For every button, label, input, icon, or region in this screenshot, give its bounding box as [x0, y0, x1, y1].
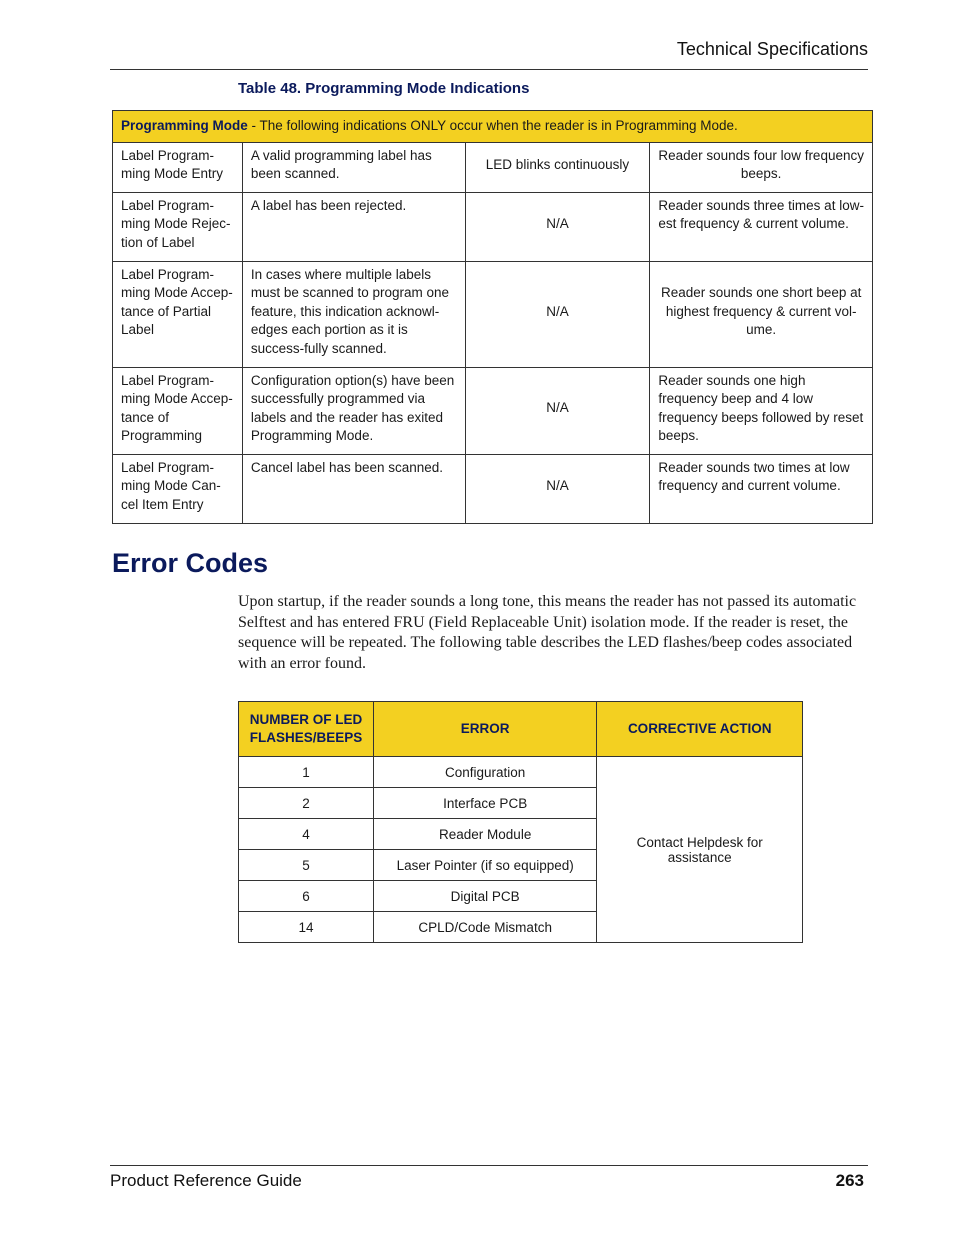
table-banner-row: [113, 111, 873, 143]
table-header-row: [239, 702, 803, 757]
table-row: [113, 261, 873, 367]
table-row: [113, 142, 873, 192]
page-number: 263: [835, 1171, 864, 1190]
row-label: Label Program-ming Mode Accep-tance of Programming: [113, 367, 243, 454]
programming-mode-table: [112, 110, 873, 524]
error-name: Reader Module: [373, 819, 596, 850]
row-led: N/A: [465, 261, 650, 367]
running-header-title: Technical Specifications: [676, 39, 868, 59]
table-row: [113, 192, 873, 261]
table-row: [113, 454, 873, 523]
row-description: In cases where multiple labels must be scanned to program one feature, this indication acknowl-edges each portion as it is success-fully scanned.: [242, 261, 465, 367]
row-description: Cancel label has been scanned.: [242, 454, 465, 523]
error-name: CPLD/Code Mismatch: [373, 912, 596, 943]
flash-count: 2: [239, 788, 374, 819]
header-divider: [110, 69, 868, 70]
flash-count: 14: [239, 912, 374, 943]
footer-divider: [110, 1165, 868, 1166]
banner-bold-text: Programming Mode: [121, 118, 248, 133]
error-name: Laser Pointer (if so equipped): [373, 850, 596, 881]
row-beeper: Reader sounds one short beep at highest frequency & current vol-ume.: [650, 261, 873, 367]
row-label: Label Program-ming Mode Entry: [113, 142, 243, 192]
row-description: A valid programming label has been scanned.: [242, 142, 465, 192]
row-beeper: Reader sounds three times at low-est frequency & current volume.: [650, 192, 873, 261]
flash-count: 4: [239, 819, 374, 850]
column-header-error: ERROR: [373, 702, 596, 757]
row-description: A label has been rejected.: [242, 192, 465, 261]
column-header-count: NUMBER OF LED FLASHES/BEEPS: [239, 702, 374, 757]
table-caption: Table 48. Programming Mode Indications: [238, 80, 530, 97]
row-label: Label Program-ming Mode Rejec-tion of Label: [113, 192, 243, 261]
table-banner: [113, 111, 873, 143]
flash-count: 6: [239, 881, 374, 912]
corrective-action: Contact Helpdesk for assistance: [597, 757, 803, 943]
row-label: Label Program-ming Mode Can-cel Item Entry: [113, 454, 243, 523]
error-name: Configuration: [373, 757, 596, 788]
error-name: Digital PCB: [373, 881, 596, 912]
row-beeper: Reader sounds one high frequency beep and 4 low frequency beeps followed by reset beeps.: [650, 367, 873, 454]
row-led: N/A: [465, 367, 650, 454]
row-led: LED blinks continuously: [465, 142, 650, 192]
row-led: N/A: [465, 192, 650, 261]
intro-paragraph: Upon startup, if the reader sounds a long tone, this means the reader has not passed its automatic Selftest and has entered FRU (Field Replaceable Unit) isolation mode. If the reader is reset, the sequence will be repeated. The following table describes the LED flashes/beep codes associated with an error found.: [238, 593, 857, 672]
row-label: Label Program-ming Mode Accep-tance of Partial Label: [113, 261, 243, 367]
row-description: Configuration option(s) have been successfully programmed via labels and the reader has exited Programming Mode.: [242, 367, 465, 454]
column-header-action: CORRECTIVE ACTION: [597, 702, 803, 757]
error-name: Interface PCB: [373, 788, 596, 819]
row-beeper: Reader sounds four low frequency beeps.: [650, 142, 873, 192]
table-row: [239, 757, 803, 788]
flash-count: 5: [239, 850, 374, 881]
error-codes-table: [238, 701, 803, 943]
table-row: [113, 367, 873, 454]
footer-title: Product Reference Guide: [110, 1171, 302, 1190]
banner-text: - The following indications ONLY occur when the reader is in Programming Mode.: [247, 118, 738, 133]
row-beeper: Reader sounds two times at low frequency and current volume.: [650, 454, 873, 523]
flash-count: 1: [239, 757, 374, 788]
section-heading: Error Codes: [112, 548, 269, 578]
row-led: N/A: [465, 454, 650, 523]
